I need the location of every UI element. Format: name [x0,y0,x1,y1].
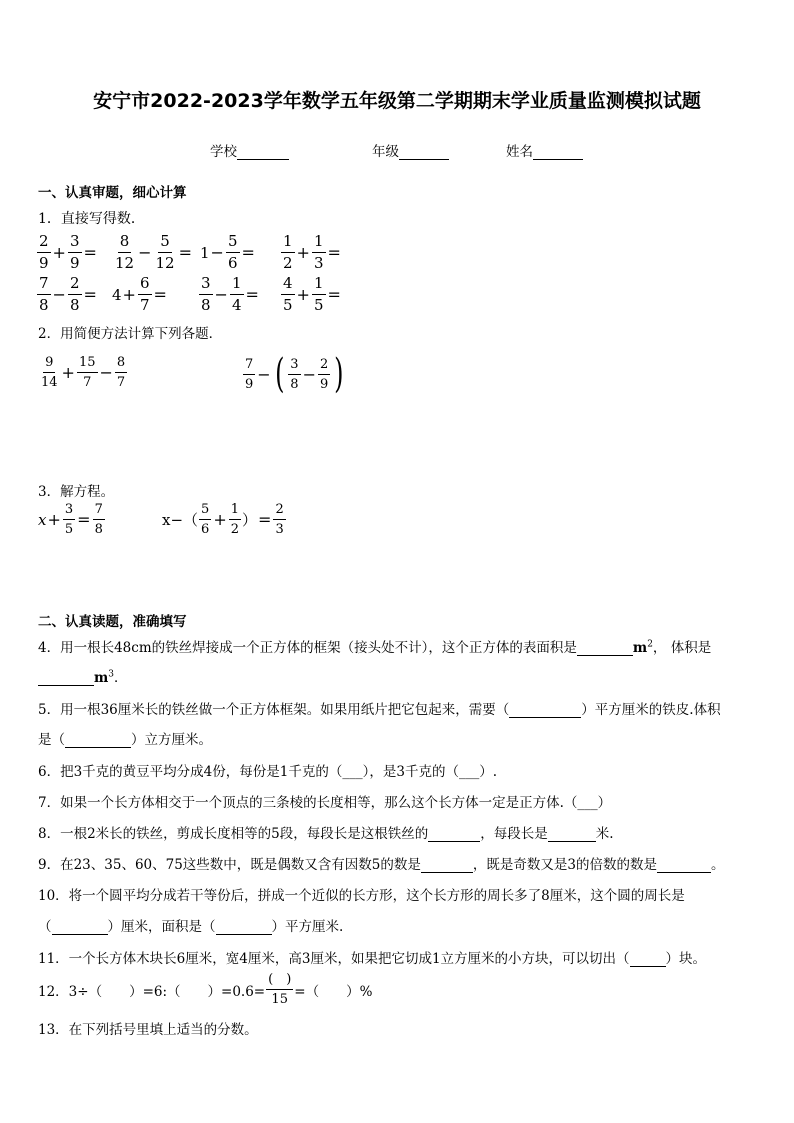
q10-circumference-blank[interactable] [52,934,108,935]
question-4-line-2: $m^3$． [38,666,128,686]
q10-area-blank[interactable] [216,934,272,935]
question-4-line-1: 4．用一根长48cm的铁丝焊接成一个正方体的框架（接头处不计），这个正方体的表面积是 $m^2$， 体积是 [38,639,712,656]
question-11: 11．一个长方体木块长6厘米，宽4厘米，高3厘米，如果把它切成1立方厘米的小方块，可以切出（ ）块。 [38,951,707,967]
question-6: 6．把3千克的黄豆平均分成4份，每份是1千克的（___），是3千克的（___）. [38,764,497,780]
question-2-stem: 2．用简便方法计算下列各题． [38,326,223,342]
question-8: 8．一根2米长的铁丝，剪成长度相等的5段，每段长是这根铁丝的 ，每段长是 米. [38,826,614,842]
question-12: 12．3÷（ ）=6:（ ）=0.6= $\frac{( )}{15}$ =（ ）% [38,972,373,1007]
q3-equation-2: x −（ $\frac{5}{6}$ + $\frac{1}{2}$ ） = $\frac{2}{3}$ [162,502,284,537]
name-field: 姓名 [506,140,583,160]
q4-volume-blank[interactable] [38,685,94,686]
q1-expr-4: $\frac{1}{2}$ + $\frac{1}{3}$ = [283,232,341,272]
question-3-stem: 3．解方程。 [38,484,115,500]
q8-fraction-blank[interactable] [428,841,480,842]
question-13: 13．在下列括号里填上适当的分数。 [38,1022,258,1038]
q4-area-blank[interactable] [577,655,633,656]
question-1-stem: 1．直接写得数． [38,211,145,227]
question-5-line-1: 5．用一根36厘米长的铁丝做一个正方体框架。如果用纸片把它包起来，需要（ ）平方厘米的铁皮.体积 [38,702,721,718]
q5-area-blank[interactable] [509,717,581,718]
q11-count-blank[interactable] [630,966,666,967]
q2-expr-2: $\frac{7}{9}$ − ( $\frac{3}{8}$ − $\frac{2}{9}$ ) [245,351,344,397]
grade-blank[interactable] [399,159,449,160]
q1-expr-5: $\frac{7}{8}$ − $\frac{2}{8}$ = [39,274,97,314]
name-blank[interactable] [533,159,583,160]
question-7: 7．如果一个长方体相交于一个顶点的三条棱的长度相等，那么这个长方体一定是正方体.（___） [38,795,612,811]
question-10-line-2: （ ）厘米，面积是（ ）平方厘米. [38,919,344,935]
question-5-line-2: 是（ ）立方厘米。 [38,732,212,748]
q1-expr-8: $\frac{4}{5}$ + $\frac{1}{5}$ = [283,274,341,314]
q1-expr-6: 4 + $\frac{6}{7}$ = [112,274,167,314]
page-title: 安宁市2022-2023学年数学五年级第二学期期末学业质量监测模拟试题 [93,90,701,112]
q9-odd-blank[interactable] [657,872,711,873]
q8-length-blank[interactable] [548,841,596,842]
q1-expr-7: $\frac{3}{8}$ − $\frac{1}{4}$ = [201,274,259,314]
section-2-heading: 二、认真读题，准确填写 [38,614,187,630]
q1-expr-2: $\frac{8}{12}$ − $\frac{5}{12}$ = [115,232,192,272]
q1-expr-3: 1 − $\frac{5}{6}$ = [200,232,255,272]
grade-field: 年级 [372,140,449,160]
school-field: 学校 [210,140,289,160]
question-10-line-1: 10．将一个圆平均分成若干等份后，拼成一个近似的长方形，这个长方形的周长多了8厘米，这个圆的周长是 [38,888,685,904]
question-9: 9．在23、35、60、75这些数中，既是偶数又含有因数5的数是 ，既是奇数又是3的倍数的数是 。 [38,857,725,873]
q2-expr-1: $\frac{9}{14}$ + $\frac{15}{7}$ − $\frac{8}{7}$ [41,355,126,390]
q3-equation-1: x + $\frac{3}{5}$ = $\frac{7}{8}$ [38,502,103,537]
q5-volume-blank[interactable] [65,747,131,748]
q9-even-blank[interactable] [421,872,473,873]
q1-expr-1: $\frac{2}{9}$ + $\frac{3}{9}$ = [39,232,97,272]
school-blank[interactable] [237,159,289,160]
section-1-heading: 一、认真审题，细心计算 [38,185,187,201]
